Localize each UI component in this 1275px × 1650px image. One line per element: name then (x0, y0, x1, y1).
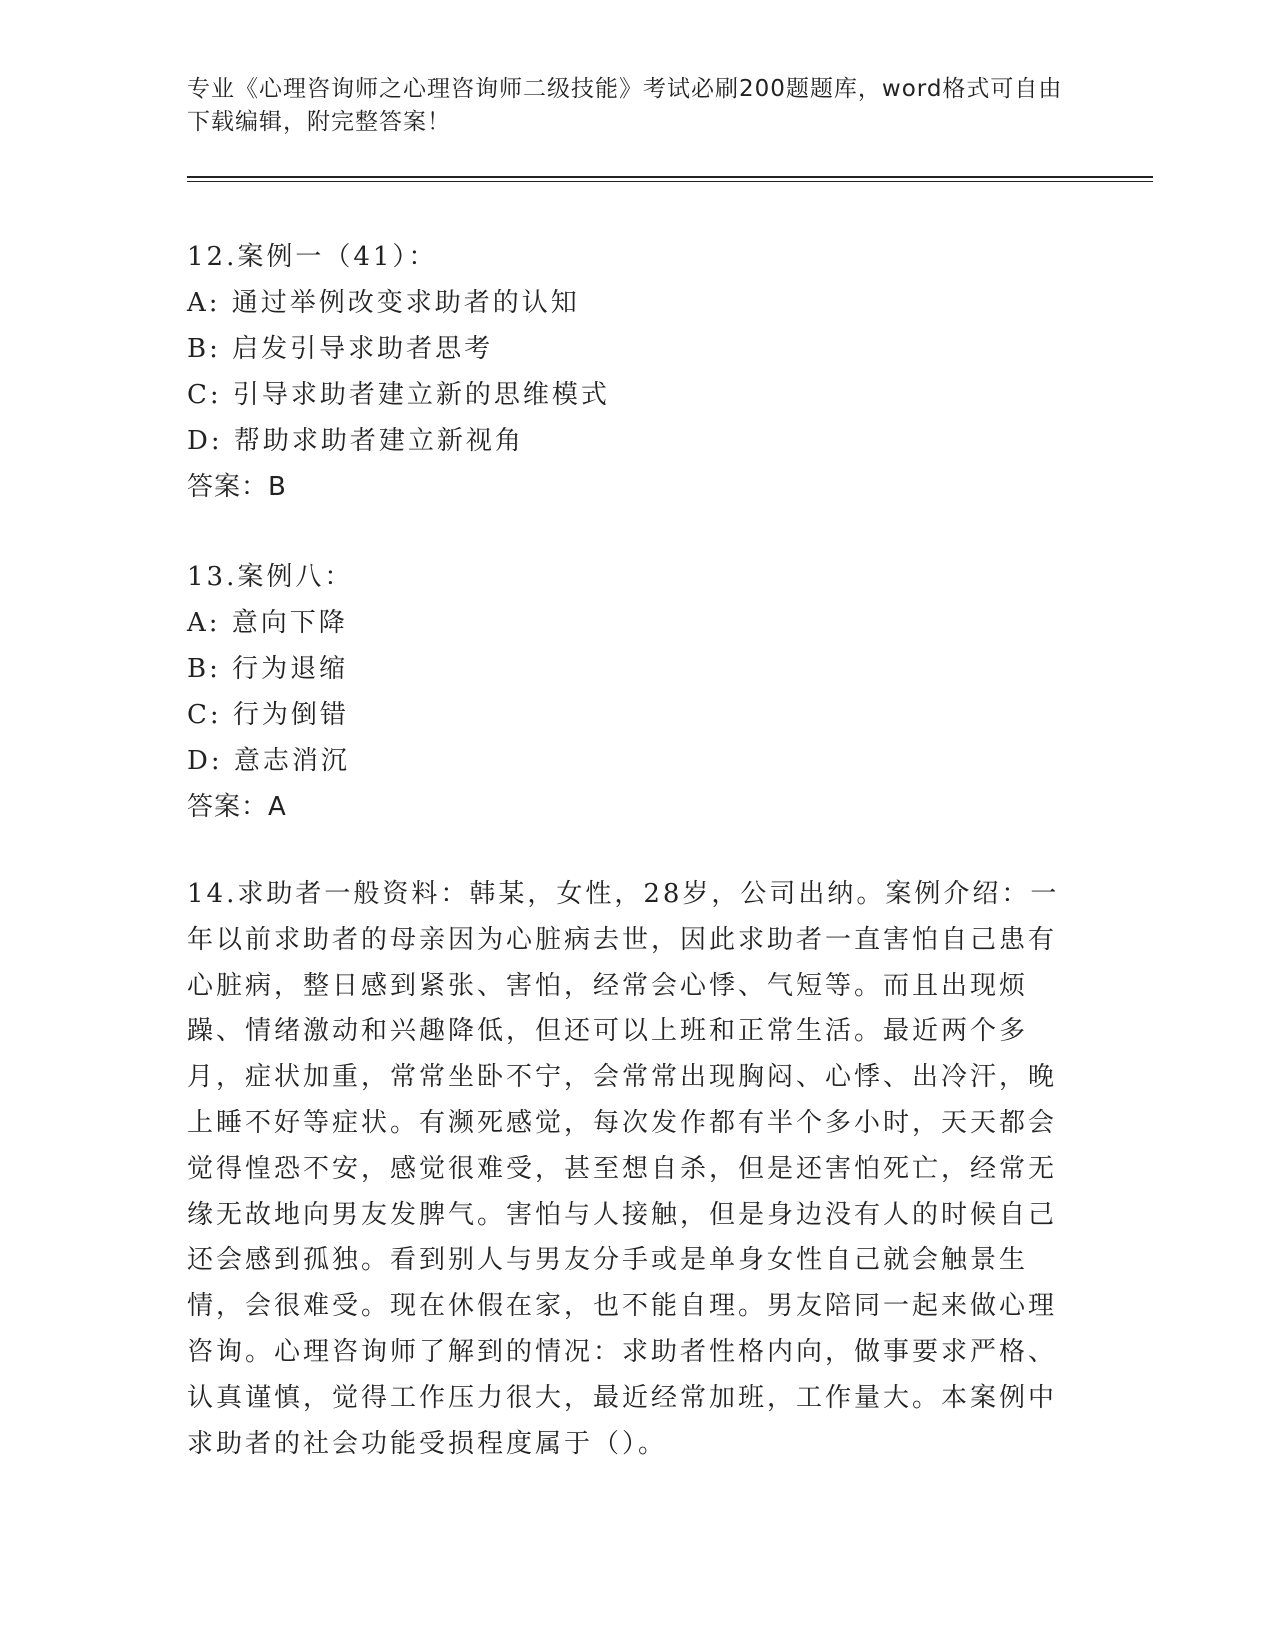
header-divider-thin (187, 181, 1153, 182)
question-13 (187, 554, 1087, 830)
answer: 答案：A (187, 792, 287, 822)
question-stem: 13.案例八： (187, 562, 354, 592)
header-divider-thick (187, 176, 1153, 178)
question-stem: 12.案例一（41）： (187, 242, 438, 272)
answer: 答案：B (187, 472, 287, 502)
document-header: 专业《心理咨询师之心理咨询师二级技能》考试必刷200题题库，word格式可自由下载编辑，附完整答案！ (187, 76, 1063, 135)
option-d: D: 帮助求助者建立新视角 (187, 426, 524, 456)
option-d: D: 意志消沉 (187, 746, 350, 776)
question-12 (187, 234, 1087, 510)
option-c: C: 行为倒错 (187, 700, 349, 730)
option-b: B: 行为退缩 (187, 654, 349, 684)
option-b: B: 启发引导求助者思考 (187, 334, 494, 364)
option-a: A: 通过举例改变求助者的认知 (187, 288, 580, 318)
option-a: A: 意向下降 (187, 608, 348, 638)
option-c: C: 引导求助者建立新的思维模式 (187, 380, 610, 410)
question-14: 14.求助者一般资料：韩某，女性，28岁，公司出纳。案例介绍：一年以前求助者的母亲因为心脏病去世，因此求助者一直害怕自己患有心脏病，整日感到紧张、害怕，经常会心悸、气短等。而且出现烦躁、情绪激动和兴趣降低，但还可以上班和正常生活。最近两个多月，症状加重，常常坐卧不宁，会常常出现胸闷、心悸、出冷汗，晚上睡不好等症状。有濒死感觉，每次发作都有半个多小时，天天都会觉得惶恐不安，感觉很难受，甚至想自杀，但是还害怕死亡，经常无缘无故地向男友发脾气。害怕与人接触，但是身边没有人的时候自己还会感到孤独。看到别人与男友分手或是单身女性自己就会触景生情，会很难受。现在休假在家，也不能自理。男友陪同一起来做心理咨询。心理咨询师了解到的情况：求助者性格内向，做事要求严格、认真谨慎，觉得工作压力很大，最近经常加班，工作量大。本案例中求助者的社会功能受损程度属于（）。 (187, 879, 1060, 1459)
